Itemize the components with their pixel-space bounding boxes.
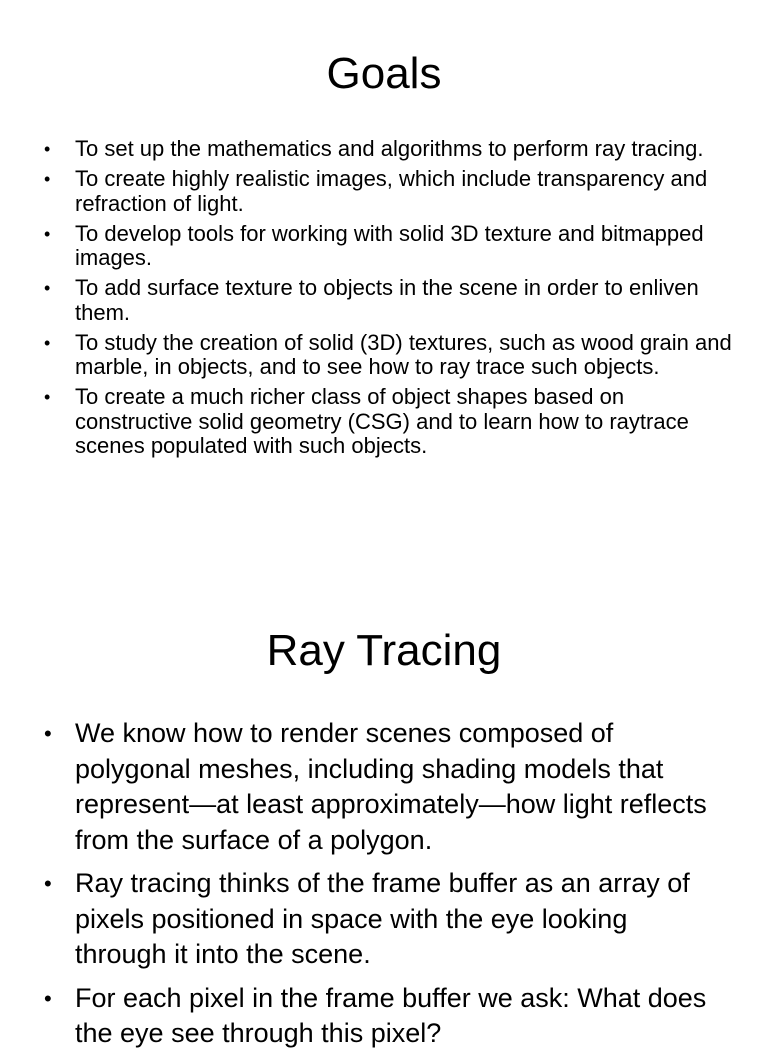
bullet-text: To develop tools for working with solid 3D texture and bitmapped images. [75, 220, 704, 270]
list-item [0, 331, 740, 380]
goals-bullet-list [0, 137, 740, 464]
list-item [0, 222, 740, 271]
list-item [0, 137, 740, 162]
bullet-text: We know how to render scenes composed of polygonal meshes, including shading models that represent—at least approximately—how light reflects from the surface of a polygon. [75, 718, 707, 855]
bullet-text: Ray tracing thinks of the frame buffer as an array of pixels positioned in space with the eye looking through it into the scene. [75, 868, 690, 969]
bullet-icon: • [44, 139, 51, 159]
list-item [0, 866, 720, 973]
bullet-icon: • [44, 278, 51, 298]
bullet-text: To create highly realistic images, which include transparency and refraction of light. [75, 166, 708, 216]
bullet-text: To add surface texture to objects in the scene in order to enliven them. [75, 275, 699, 325]
bullet-text: To set up the mathematics and algorithms to perform ray tracing. [75, 136, 704, 161]
list-item [0, 276, 740, 325]
list-item [0, 716, 720, 858]
bullet-icon: • [44, 871, 52, 896]
ray-tracing-slide-title: Ray Tracing [266, 626, 502, 675]
bullet-icon: • [44, 332, 51, 353]
bullet-icon: • [44, 387, 51, 407]
bullet-text: To create a much richer class of object shapes based on constructive solid geometry (CSG) and to learn how to raytrace scenes populated with such objects. [75, 384, 689, 458]
bullet-text: For each pixel in the frame buffer we ask: What does the eye see through this pixel? [75, 982, 707, 1048]
list-item [0, 981, 720, 1052]
list-item [0, 167, 740, 216]
ray-tracing-slide [0, 575, 768, 1048]
ray-tracing-bullet-list [0, 716, 720, 1060]
bullet-icon: • [44, 985, 52, 1011]
bullet-icon: • [44, 223, 51, 244]
bullet-icon: • [44, 169, 51, 189]
list-item [0, 385, 740, 459]
bullet-icon: • [44, 721, 52, 746]
goals-slide-title: Goals [326, 49, 442, 98]
bullet-text: To study the creation of solid (3D) textures, such as wood grain and marble, in objects, and to see how to ray trace such objects. [75, 329, 732, 379]
